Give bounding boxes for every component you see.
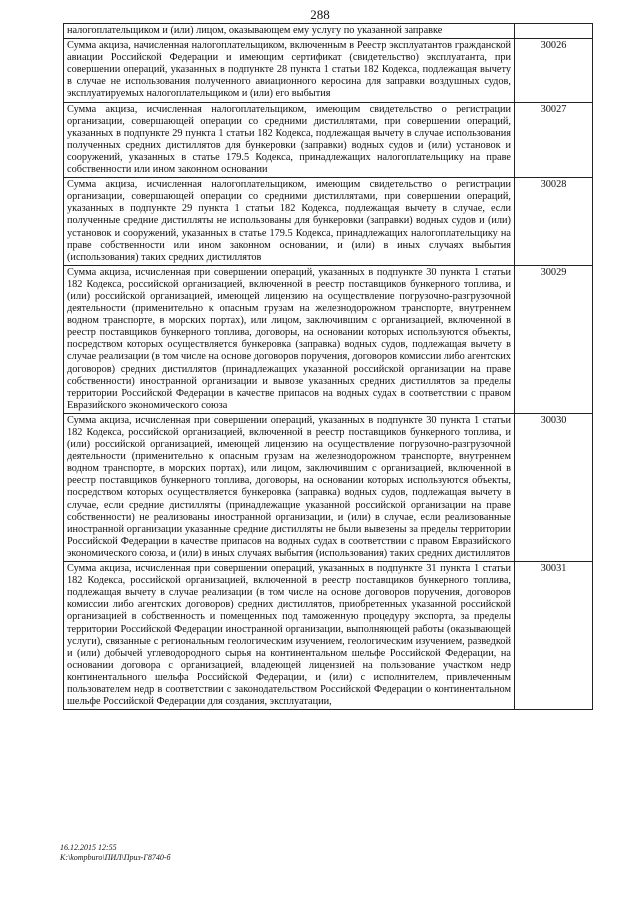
row-code: 30028	[515, 178, 593, 266]
row-description: Сумма акциза, исчисленная при совершении операций, указанных в подпункте 31 пункта 1 статьи 182 Кодекса, российской организацией, включенной в реестр поставщиков бункерного топлива, подлежащая вычету в случае реализации (в том числе на основе договоров поручения, договоров комиссии либо агентских договоров) средних дистиллятов, приобретенных указанной российской организацией в собственность и помещенных под таможенную процедуру экспорта, за пределы территории Российской Федерации иностранной организации, выполняющей работы (оказывающей услуги), связанные с региональным геологическим изучением, геологическим изучением, разведкой и (или) добычей углеводородного сырья на континентальном шельфе Российской Федерации, на основании договора с организацией, владеющей лицензией на пользование участком недр континентального шельфа Российской Федерации, и (или) с исполнителем, привлеченным пользователем недр в соответствии с законодательством Российской Федерации о континентальном шельфе Российской Федерации для создания, эксплуатации,	[64, 562, 515, 710]
row-description: Сумма акциза, исчисленная при совершении операций, указанных в подпункте 30 пункта 1 статьи 182 Кодекса, российской организацией, включенной в реестр поставщиков бункерного топлива, и (или) российской организацией, имеющей лицензию на осуществление погрузочно-разгрузочной деятельности (применительно к опасным грузам на железнодорожном транспорте, внутреннем водном транспорте, в морских портах), или лицом, заключившим с организацией, включенной в реестр поставщиков бункерного топлива, договоры, на основании которых используются объекты, посредством которых осуществляется бункеровка (заправка) водных судов, подлежащая вычету в случае реализации (в том числе на основе договоров поручения, договоров комиссии либо агентских договоров) средних дистиллятов (принадлежащих указанной российской организации на праве собственности) иностранной организации и вывозе указанных средних дистиллятов за пределы территории Российской Федерации в качестве припасов на водных судах в соответствии с правом Евразийского экономического союза	[64, 265, 515, 413]
table-row	[64, 178, 593, 266]
row-code	[515, 24, 593, 39]
row-code: 30030	[515, 413, 593, 561]
budget-code-table	[63, 23, 593, 710]
row-description: Сумма акциза, исчисленная налогоплательщиком, имеющим свидетельство о регистрации организации, совершающей операции со средними дистиллятами, при совершении операций, указанных в подпункте 29 пункта 1 статьи 182 Кодекса, подлежащая вычету в случае, если полученные средние дистилляты не использованы для бункеровки (заправки) водных судов и (или) установок и сооружений, указанных в статье 179.5 Кодекса, принадлежащих налогоплательщику на праве собственности или ином законном основании, и (или) в иных случаях выбытия (использования) таких средних дистиллятов	[64, 178, 515, 266]
document-footer	[60, 843, 171, 863]
table-row	[64, 413, 593, 561]
row-code: 30027	[515, 102, 593, 178]
row-description: Сумма акциза, начисленная налогоплательщиком, включенным в Реестр эксплуатантов гражданской авиации Российской Федерации и имеющим сертификат (свидетельство) эксплуатанта, при совершении операций, указанных в подпункте 28 пункта 1 статьи 182 Кодекса, подлежащая вычету в случае не использования полученного авиационного керосина для заправки воздушных судов, эксплуатируемых налогоплательщиком и (или) его выбытия	[64, 39, 515, 102]
table-row	[64, 24, 593, 39]
row-description: Сумма акциза, исчисленная налогоплательщиком, имеющим свидетельство о регистрации организации, совершающей операции со средними дистиллятами, при совершении операций, указанных в подпункте 29 пункта 1 статьи 182 Кодекса, подлежащая вычету в случае использования полученных средних дистиллятов для бункеровки (заправки) водных судов и (или) установок и сооружений, указанных в статье 179.5 Кодекса, принадлежащих налогоплательщику на праве собственности или ином законном основании	[64, 102, 515, 178]
footer-date: 16.12.2015 12:55	[60, 843, 117, 852]
footer-file-path: К:\kompburo\ПИЛ\Приз-Г8740-б	[60, 853, 171, 862]
table-row	[64, 562, 593, 710]
row-code: 30026	[515, 39, 593, 102]
table-row	[64, 265, 593, 413]
row-code: 30031	[515, 562, 593, 710]
table-row	[64, 39, 593, 102]
row-description: налогоплательщиком и (или) лицом, оказывающем ему услугу по указанной заправке	[64, 24, 515, 39]
table-row	[64, 102, 593, 178]
row-description: Сумма акциза, исчисленная при совершении операций, указанных в подпункте 30 пункта 1 статьи 182 Кодекса, российской организацией, включенной в реестр поставщиков бункерного топлива, и (или) российской организацией, имеющей лицензию на осуществление погрузочно-разгрузочной деятельности (применительно к опасным грузам на железнодорожном транспорте, внутреннем водном транспорте, в морских портах), или лицом, заключившим с организацией, включенной в реестр поставщиков бункерного топлива, договоры, на основании которых используются объекты, посредством которых осуществляется бункеровка (заправка) водных судов, подлежащая вычету в случае, если средние дистилляты (принадлежащие указанной российской организации на праве собственности) не реализованы иностранной организации, и (или) в случае, если реализованные иностранной организации указанные средние дистилляты не были вывезены за пределы территории Российской Федерации в качестве припасов на водных судах в соответствии с правом Евразийского экономического союза, и (или) в иных случаях выбытия (использования) таких средних дистиллятов	[64, 413, 515, 561]
page-number: 288	[310, 7, 330, 22]
row-code: 30029	[515, 265, 593, 413]
